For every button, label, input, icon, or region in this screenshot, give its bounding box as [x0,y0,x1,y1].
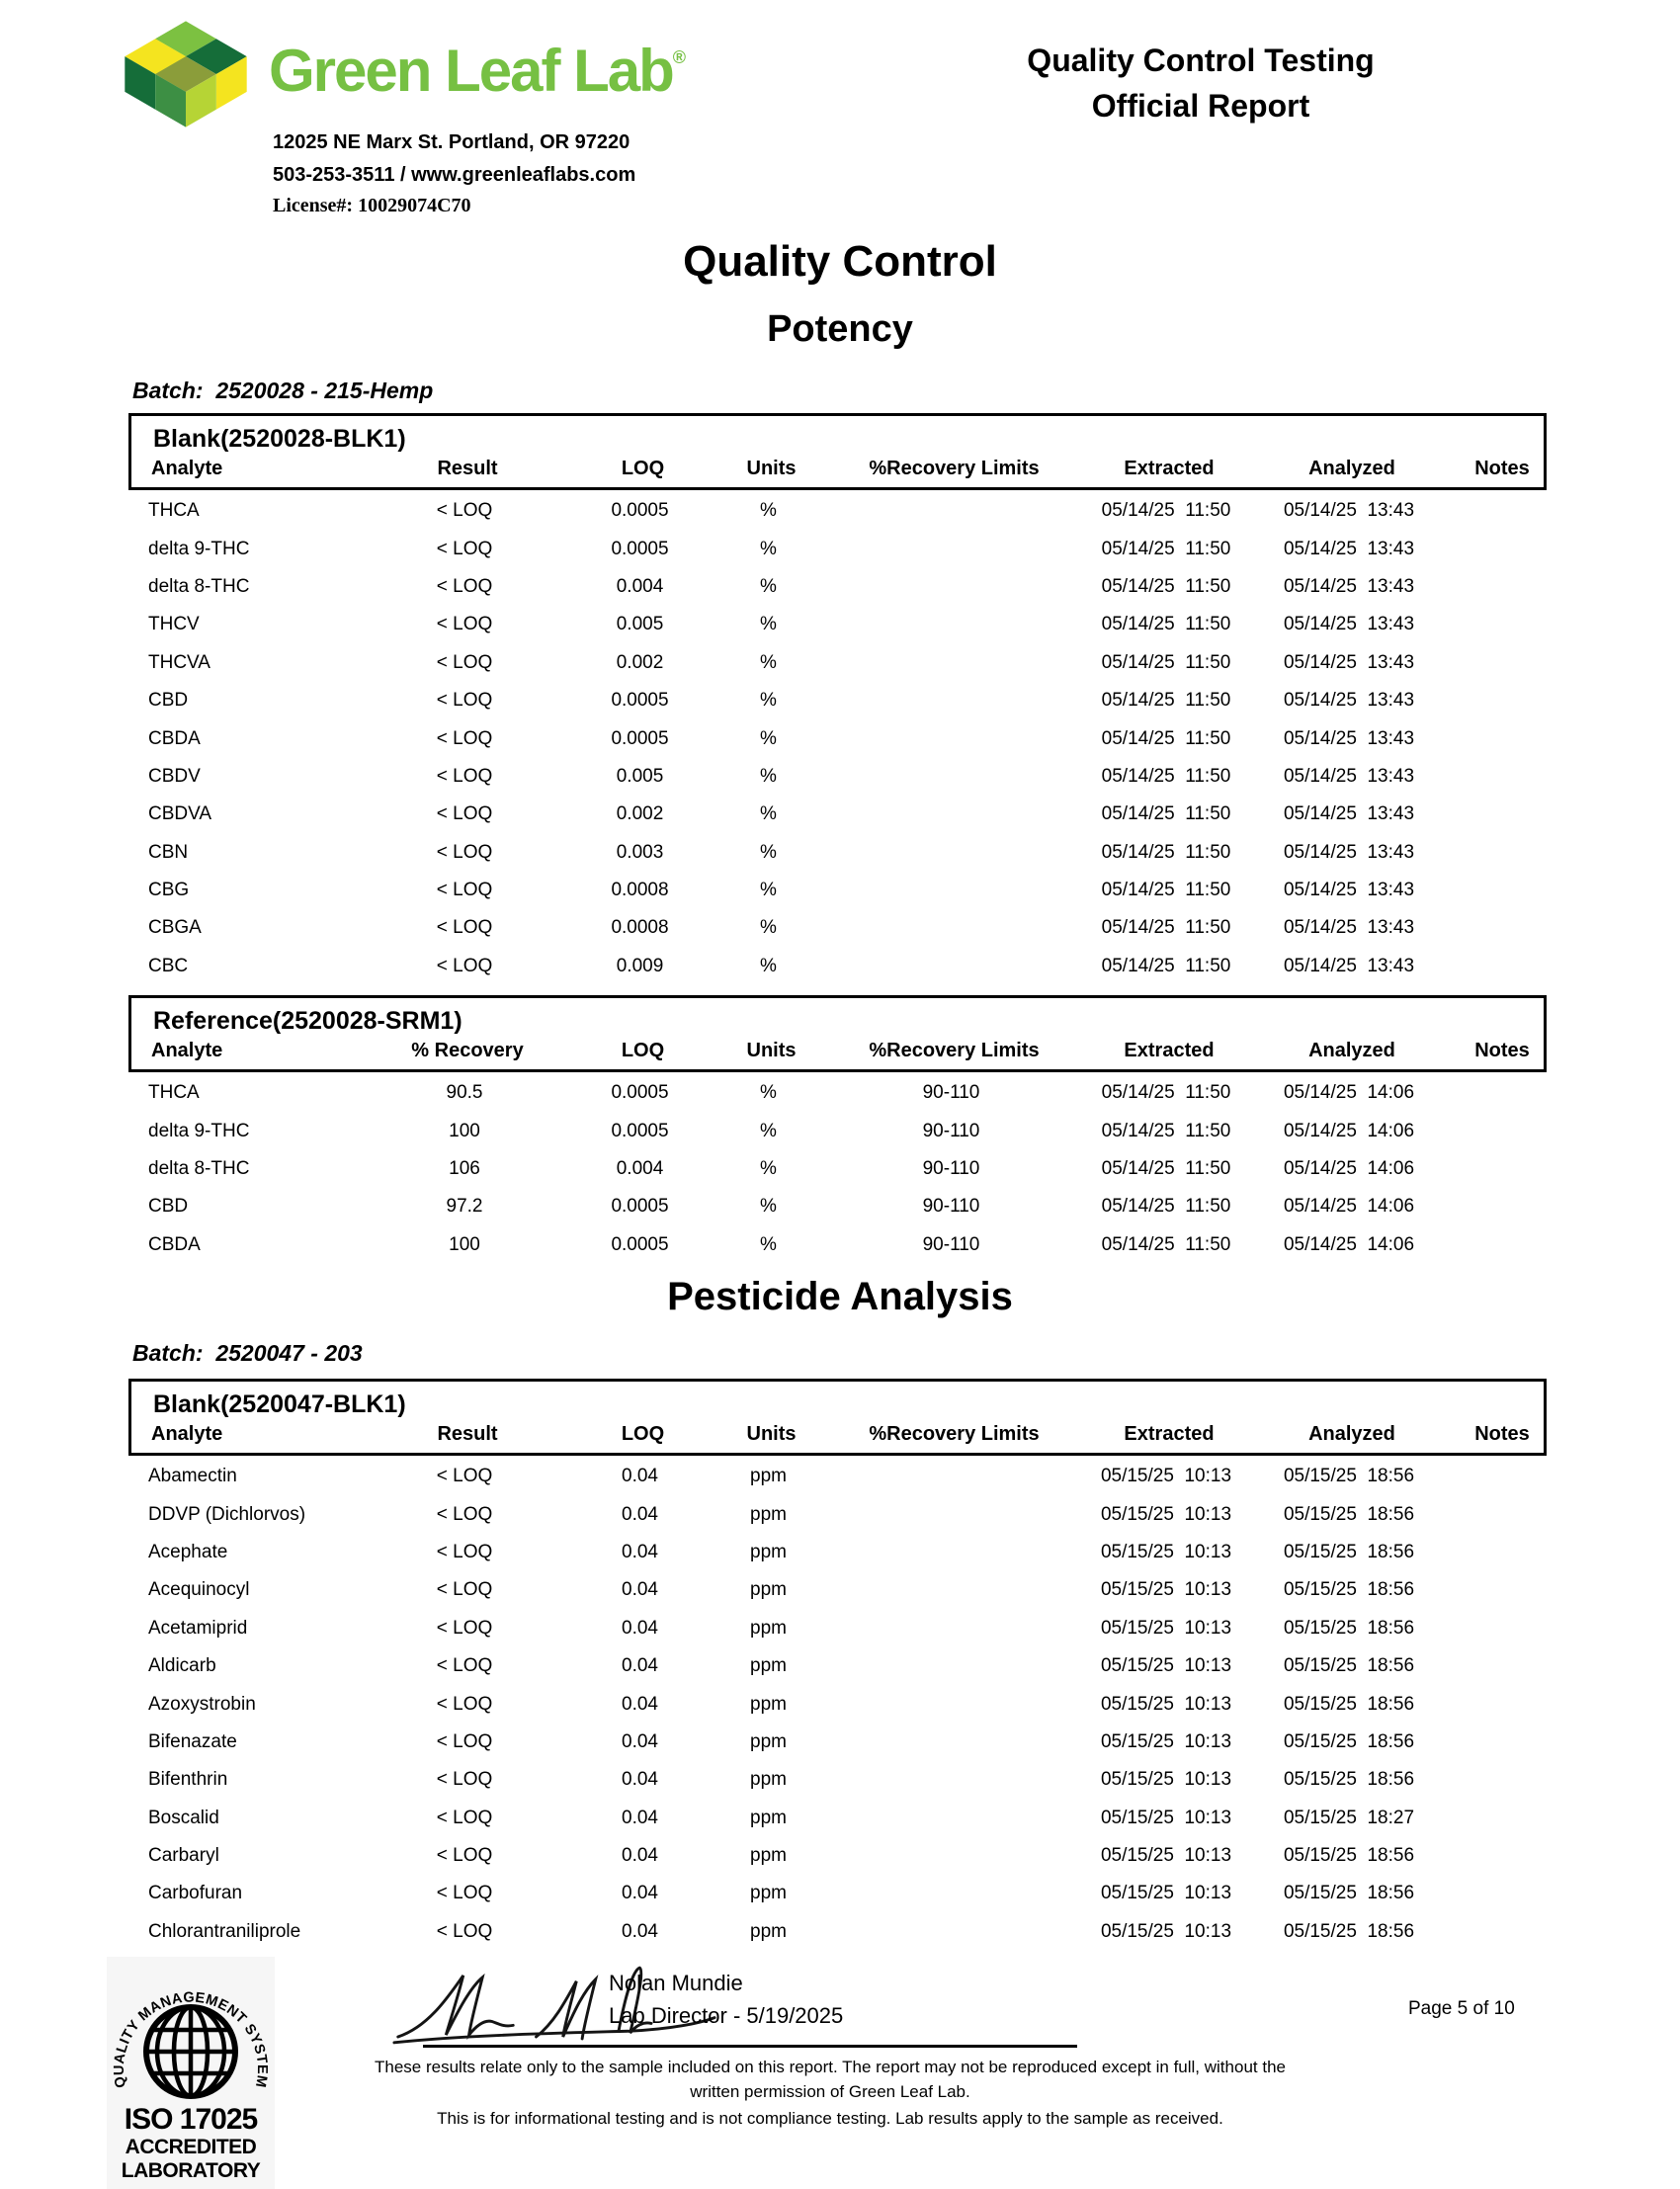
column-header-limits: %Recovery Limits [869,1423,1040,1445]
cell-analyzed: 05/14/25 13:43 [1283,880,1415,901]
cell-analyte: delta 9-THC [148,1120,250,1141]
column-header-result: Result [437,458,498,479]
cell-loq: 0.003 [616,841,664,863]
cell-units: ppm [750,1541,787,1562]
cell-units: % [760,575,777,597]
cell-analyzed: 05/14/25 14:06 [1283,1233,1415,1255]
signature-rule [423,2045,1077,2048]
cell-units: ppm [750,1730,787,1752]
table-row [128,872,1547,909]
cell-analyzed: 05/15/25 18:56 [1283,1655,1415,1677]
cell-analyte: CBDV [148,765,201,787]
cell-units: % [760,841,777,863]
cell-units: % [760,1196,777,1218]
cell-units: % [760,1120,777,1141]
cell-analyzed: 05/14/25 14:06 [1283,1120,1415,1141]
cell-analyzed: 05/15/25 18:56 [1283,1541,1415,1562]
report-title-line1: Quality Control Testing [1027,42,1375,78]
cell-units: ppm [750,1845,787,1867]
disclaimer-line1: These results relate only to the sample included on this report. The report may not be reproduced except in full, without the [375,2058,1286,2076]
cell-analyte: delta 8-THC [148,1157,250,1179]
table-row [128,1875,1547,1912]
cell-analyte: Boscalid [148,1807,219,1828]
cell-result: < LOQ [436,1845,493,1867]
pesticide-batch: Batch: 2520047 - 203 [132,1340,363,1366]
cell-units: % [760,1233,777,1255]
disclaimer-text [178,2055,1482,2104]
cell-extracted: 05/14/25 11:50 [1101,1157,1231,1179]
cell-analyzed: 05/14/25 13:43 [1283,500,1415,522]
table-row [128,1610,1547,1647]
cell-units: % [760,1082,777,1104]
cell-loq: 0.0005 [611,1082,669,1104]
potency-reference-table [128,995,1547,1264]
potency-blank-rows [128,490,1547,985]
report-title [988,38,1413,128]
cell-loq: 0.04 [622,1883,658,1904]
table-row [128,1188,1547,1225]
column-header-notes: Notes [1474,458,1530,479]
cell-extracted: 05/15/25 10:13 [1100,1655,1232,1677]
potency-blank-title: Blank(2520028-BLK1) [153,425,406,453]
cell-result: < LOQ [436,1617,493,1639]
cell-units: % [760,955,777,976]
table-row [128,758,1547,796]
cell-analyzed: 05/15/25 18:56 [1283,1883,1415,1904]
cell-extracted: 05/14/25 11:50 [1101,803,1231,825]
cell-result: < LOQ [436,1466,493,1487]
cell-units: % [760,1157,777,1179]
column-header-loq: LOQ [621,1423,665,1445]
pesticide-blank-column-headers [131,1423,1544,1453]
cell-limits: 90-110 [922,1157,980,1179]
cell-units: ppm [750,1466,787,1487]
cell-result: < LOQ [436,765,493,787]
cell-units: % [760,803,777,825]
column-header-analyte: Analyte [151,458,223,479]
cell-loq: 0.0005 [611,1120,669,1141]
cell-analyte: CBD [148,690,189,712]
lab-license: License#: 10029074C70 [273,195,471,216]
column-header-units: Units [746,1040,797,1061]
table-row [128,1150,1547,1188]
cell-units: ppm [750,1883,787,1904]
cell-analyte: Acequinocyl [148,1579,250,1601]
table-row [128,1226,1547,1264]
cell-limits: 90-110 [922,1196,980,1218]
signature-block [609,1967,843,2032]
cell-units: ppm [750,1807,787,1828]
cell-units: % [760,538,777,559]
cell-limits: 90-110 [922,1233,980,1255]
cell-analyte: CBDVA [148,803,212,825]
cell-extracted: 05/15/25 10:13 [1100,1466,1232,1487]
cell-result: < LOQ [436,880,493,901]
cell-units: % [760,690,777,712]
cell-units: % [760,765,777,787]
table-row [128,1495,1547,1533]
cell-units: % [760,651,777,673]
potency-reference-table-header-box [128,995,1547,1072]
table-row [128,1800,1547,1837]
cell-loq: 0.04 [622,1617,658,1639]
table-row [128,1913,1547,1951]
cell-result: < LOQ [436,1655,493,1677]
cell-result: < LOQ [436,917,493,939]
cell-extracted: 05/14/25 11:50 [1101,575,1231,597]
cell-extracted: 05/14/25 11:50 [1101,841,1231,863]
cell-loq: 0.04 [622,1769,658,1791]
cell-extracted: 05/15/25 10:13 [1100,1920,1232,1942]
cell-loq: 0.0005 [611,1233,669,1255]
iso-accredited-label: ACCREDITED [125,2136,257,2158]
cell-loq: 0.0005 [611,690,669,712]
cell-analyzed: 05/14/25 13:43 [1283,955,1415,976]
cell-result: < LOQ [436,841,493,863]
report-title-line2: Official Report [1091,88,1310,124]
cell-result: < LOQ [436,1769,493,1791]
column-header-result: Result [437,1423,498,1445]
table-row [128,796,1547,833]
iso-laboratory-label: LABORATORY [121,2159,261,2182]
cell-analyzed: 05/14/25 13:43 [1283,803,1415,825]
cell-extracted: 05/14/25 11:50 [1101,690,1231,712]
cell-analyte: THCV [148,614,200,635]
potency-reference-rows [128,1072,1547,1264]
cell-analyte: CBN [148,841,189,863]
cell-analyzed: 05/14/25 13:43 [1283,727,1415,749]
cell-loq: 0.0008 [611,917,669,939]
cell-analyzed: 05/15/25 18:56 [1283,1617,1415,1639]
cell-units: ppm [750,1579,787,1601]
table-row [128,948,1547,985]
cell-analyte: CBC [148,955,189,976]
cell-loq: 0.009 [616,955,664,976]
cell-result: < LOQ [436,651,493,673]
cell-analyte: CBD [148,1196,189,1218]
cell-analyte: CBG [148,880,190,901]
cell-analyzed: 05/14/25 13:43 [1283,614,1415,635]
cell-units: % [760,727,777,749]
cell-loq: 0.04 [622,1655,658,1677]
table-row [128,1534,1547,1571]
column-header-analyzed: Analyzed [1308,1423,1395,1445]
potency-blank-column-headers [131,458,1544,487]
cell-analyzed: 05/15/25 18:56 [1283,1845,1415,1867]
cell-analyzed: 05/14/25 14:06 [1283,1157,1415,1179]
cell-loq: 0.04 [622,1503,658,1525]
cell-result: < LOQ [436,500,493,522]
cell-extracted: 05/14/25 11:50 [1101,651,1231,673]
column-header-units: Units [746,1423,797,1445]
iso-17025-label: ISO 17025 [124,2103,258,2136]
table-row [128,530,1547,567]
cell-extracted: 05/15/25 10:13 [1100,1807,1232,1828]
cell-units: % [760,880,777,901]
column-header-extracted: Extracted [1124,458,1215,479]
cell-extracted: 05/14/25 11:50 [1101,765,1231,787]
column-header-extracted: Extracted [1124,1040,1215,1061]
cell-analyzed: 05/14/25 13:43 [1283,917,1415,939]
cell-loq: 0.04 [622,1845,658,1867]
pesticide-section-title: Pesticide Analysis [667,1275,1013,1318]
cell-analyte: THCA [148,500,200,522]
cell-result: < LOQ [436,1579,493,1601]
cell-analyte: Chlorantraniliprole [148,1920,301,1942]
cell-result: < LOQ [436,1541,493,1562]
signer-title-date: Lab Director - 5/19/2025 [609,2003,844,2028]
table-row [128,682,1547,719]
cell-extracted: 05/14/25 11:50 [1101,1196,1231,1218]
cell-analyte: CBDA [148,727,201,749]
cell-recovery: 90.5 [446,1082,483,1104]
cell-extracted: 05/15/25 10:13 [1100,1730,1232,1752]
pesticide-blank-table-header-box [128,1379,1547,1456]
cell-analyte: THCA [148,1082,200,1104]
cell-result: < LOQ [436,690,493,712]
cell-analyte: Carbaryl [148,1845,219,1867]
cell-loq: 0.0005 [611,1196,669,1218]
table-row [128,1571,1547,1609]
pesticide-blank-table [128,1379,1547,1951]
lab-phone-website: 503-253-3511 / www.greenleaflabs.com [273,164,636,186]
cell-extracted: 05/14/25 11:50 [1101,955,1231,976]
table-row [128,719,1547,757]
cell-analyte: Acephate [148,1541,228,1562]
table-row [128,1647,1547,1685]
page-number: Page 5 of 10 [1408,1998,1515,2019]
potency-blank-table [128,413,1547,985]
potency-section-title: Potency [767,308,913,350]
logo-wordmark: Green Leaf Lab® [269,38,687,104]
cell-limits: 90-110 [922,1120,980,1141]
cell-extracted: 05/15/25 10:13 [1100,1883,1232,1904]
table-row [128,909,1547,947]
cell-recovery: 100 [449,1120,480,1141]
cell-units: ppm [750,1655,787,1677]
cell-recovery: 106 [449,1157,480,1179]
cell-units: % [760,614,777,635]
cell-analyzed: 05/15/25 18:56 [1283,1769,1415,1791]
cell-units: ppm [750,1693,787,1715]
column-header-notes: Notes [1474,1423,1530,1445]
column-header-extracted: Extracted [1124,1423,1215,1445]
cell-loq: 0.005 [616,614,664,635]
table-row [128,1112,1547,1149]
cell-loq: 0.0008 [611,880,669,901]
cell-result: < LOQ [436,1693,493,1715]
cell-units: % [760,500,777,522]
cell-analyzed: 05/14/25 13:43 [1283,651,1415,673]
column-header-notes: Notes [1474,1040,1530,1061]
cell-analyte: CBGA [148,917,202,939]
table-row [128,1761,1547,1799]
column-header-limits: %Recovery Limits [869,458,1040,479]
cell-analyte: Bifenazate [148,1730,237,1752]
table-row [128,644,1547,682]
column-header-analyte: Analyte [151,1040,223,1061]
table-row [128,834,1547,872]
disclaimer-line2: written permission of Green Leaf Lab. [690,2082,970,2101]
cell-analyte: delta 9-THC [148,538,250,559]
cell-loq: 0.0005 [611,500,669,522]
cell-extracted: 05/15/25 10:13 [1100,1769,1232,1791]
cell-analyzed: 05/14/25 14:06 [1283,1082,1415,1104]
cell-result: < LOQ [436,538,493,559]
cell-analyzed: 05/15/25 18:56 [1283,1730,1415,1752]
cell-analyte: Carbofuran [148,1883,243,1904]
cell-extracted: 05/14/25 11:50 [1101,1233,1231,1255]
cell-extracted: 05/14/25 11:50 [1101,880,1231,901]
cell-extracted: 05/15/25 10:13 [1100,1693,1232,1715]
cell-loq: 0.0005 [611,538,669,559]
registered-mark: ® [672,47,687,67]
pesticide-blank-rows [128,1456,1547,1951]
cell-result: < LOQ [436,1920,493,1942]
cell-loq: 0.004 [616,575,664,597]
cell-units: ppm [750,1769,787,1791]
column-header-units: Units [746,458,797,479]
cell-loq: 0.04 [622,1579,658,1601]
pesticide-blank-title: Blank(2520047-BLK1) [153,1390,406,1418]
table-row [128,1458,1547,1495]
table-row [128,1074,1547,1112]
lab-address: 12025 NE Marx St. Portland, OR 97220 [273,131,630,153]
cell-analyzed: 05/15/25 18:56 [1283,1579,1415,1601]
cell-result: < LOQ [436,727,493,749]
cell-units: ppm [750,1503,787,1525]
cell-analyzed: 05/15/25 18:56 [1283,1920,1415,1942]
cell-loq: 0.002 [616,803,664,825]
potency-blank-table-header-box [128,413,1547,490]
column-header-loq: LOQ [621,458,665,479]
cell-extracted: 05/14/25 11:50 [1101,727,1231,749]
cell-loq: 0.04 [622,1541,658,1562]
cell-result: < LOQ [436,955,493,976]
cell-extracted: 05/15/25 10:13 [1100,1617,1232,1639]
column-header-loq: LOQ [621,1040,665,1061]
disclaimer-line3: This is for informational testing and is not compliance testing. Lab results apply to the sample as received. [437,2109,1223,2128]
cell-loq: 0.04 [622,1693,658,1715]
cell-result: < LOQ [436,1883,493,1904]
cell-recovery: 100 [449,1233,480,1255]
cell-loq: 0.004 [616,1157,664,1179]
column-header-analyzed: Analyzed [1308,1040,1395,1061]
cell-analyte: delta 8-THC [148,575,250,597]
cell-extracted: 05/15/25 10:13 [1100,1503,1232,1525]
column-header-analyzed: Analyzed [1308,458,1395,479]
cell-recovery: 97.2 [446,1196,483,1218]
cell-limits: 90-110 [922,1082,980,1104]
green-leaf-lab-logo-icon [111,16,261,137]
cell-units: ppm [750,1617,787,1639]
cell-analyzed: 05/14/25 14:06 [1283,1196,1415,1218]
signer-name: Nolan Mundie [609,1971,743,1995]
cell-analyzed: 05/15/25 18:56 [1283,1503,1415,1525]
table-row [128,1685,1547,1723]
svg-text:QUALITY MANAGEMENT SYSTEM: QUALITY MANAGEMENT SYSTEM [112,1989,270,2089]
cell-extracted: 05/14/25 11:50 [1101,1120,1231,1141]
column-header-recovery: % Recovery [411,1040,524,1061]
cell-loq: 0.04 [622,1920,658,1942]
cell-loq: 0.002 [616,651,664,673]
table-row [128,568,1547,606]
table-row [128,1837,1547,1875]
cell-extracted: 05/14/25 11:50 [1101,917,1231,939]
cell-analyzed: 05/14/25 13:43 [1283,538,1415,559]
potency-batch: Batch: 2520028 - 215-Hemp [132,378,434,403]
cell-extracted: 05/15/25 10:13 [1100,1541,1232,1562]
cell-analyte: Azoxystrobin [148,1693,256,1715]
cell-analyzed: 05/14/25 13:43 [1283,575,1415,597]
cell-loq: 0.005 [616,765,664,787]
cell-analyte: CBDA [148,1233,201,1255]
cell-analyzed: 05/14/25 13:43 [1283,690,1415,712]
cell-analyte: Acetamiprid [148,1617,248,1639]
column-header-analyte: Analyte [151,1423,223,1445]
cell-extracted: 05/14/25 11:50 [1101,538,1231,559]
cell-result: < LOQ [436,1503,493,1525]
cell-analyzed: 05/15/25 18:56 [1283,1693,1415,1715]
table-row [128,492,1547,530]
potency-reference-title: Reference(2520028-SRM1) [153,1007,462,1035]
cell-analyzed: 05/14/25 13:43 [1283,765,1415,787]
cell-result: < LOQ [436,575,493,597]
cell-loq: 0.0005 [611,727,669,749]
table-row [128,606,1547,643]
cell-extracted: 05/14/25 11:50 [1101,500,1231,522]
cell-analyzed: 05/15/25 18:56 [1283,1466,1415,1487]
cell-analyzed: 05/14/25 13:43 [1283,841,1415,863]
cell-analyte: Abamectin [148,1466,237,1487]
cell-analyte: Bifenthrin [148,1769,228,1791]
cell-extracted: 05/14/25 11:50 [1101,614,1231,635]
cell-result: < LOQ [436,614,493,635]
cell-units: ppm [750,1920,787,1942]
page-title: Quality Control [683,237,997,286]
cell-analyte: THCVA [148,651,210,673]
cell-result: < LOQ [436,1730,493,1752]
potency-reference-column-headers [131,1040,1544,1069]
table-row [128,1724,1547,1761]
column-header-limits: %Recovery Limits [869,1040,1040,1061]
cell-extracted: 05/15/25 10:13 [1100,1579,1232,1601]
cell-units: % [760,917,777,939]
cell-loq: 0.04 [622,1730,658,1752]
cell-analyzed: 05/15/25 18:27 [1283,1807,1415,1828]
cell-result: < LOQ [436,1807,493,1828]
cell-analyte: DDVP (Dichlorvos) [148,1503,306,1525]
cell-loq: 0.04 [622,1807,658,1828]
cell-extracted: 05/15/25 10:13 [1100,1845,1232,1867]
cell-loq: 0.04 [622,1466,658,1487]
cell-analyte: Aldicarb [148,1655,216,1677]
cell-result: < LOQ [436,803,493,825]
cell-extracted: 05/14/25 11:50 [1101,1082,1231,1104]
